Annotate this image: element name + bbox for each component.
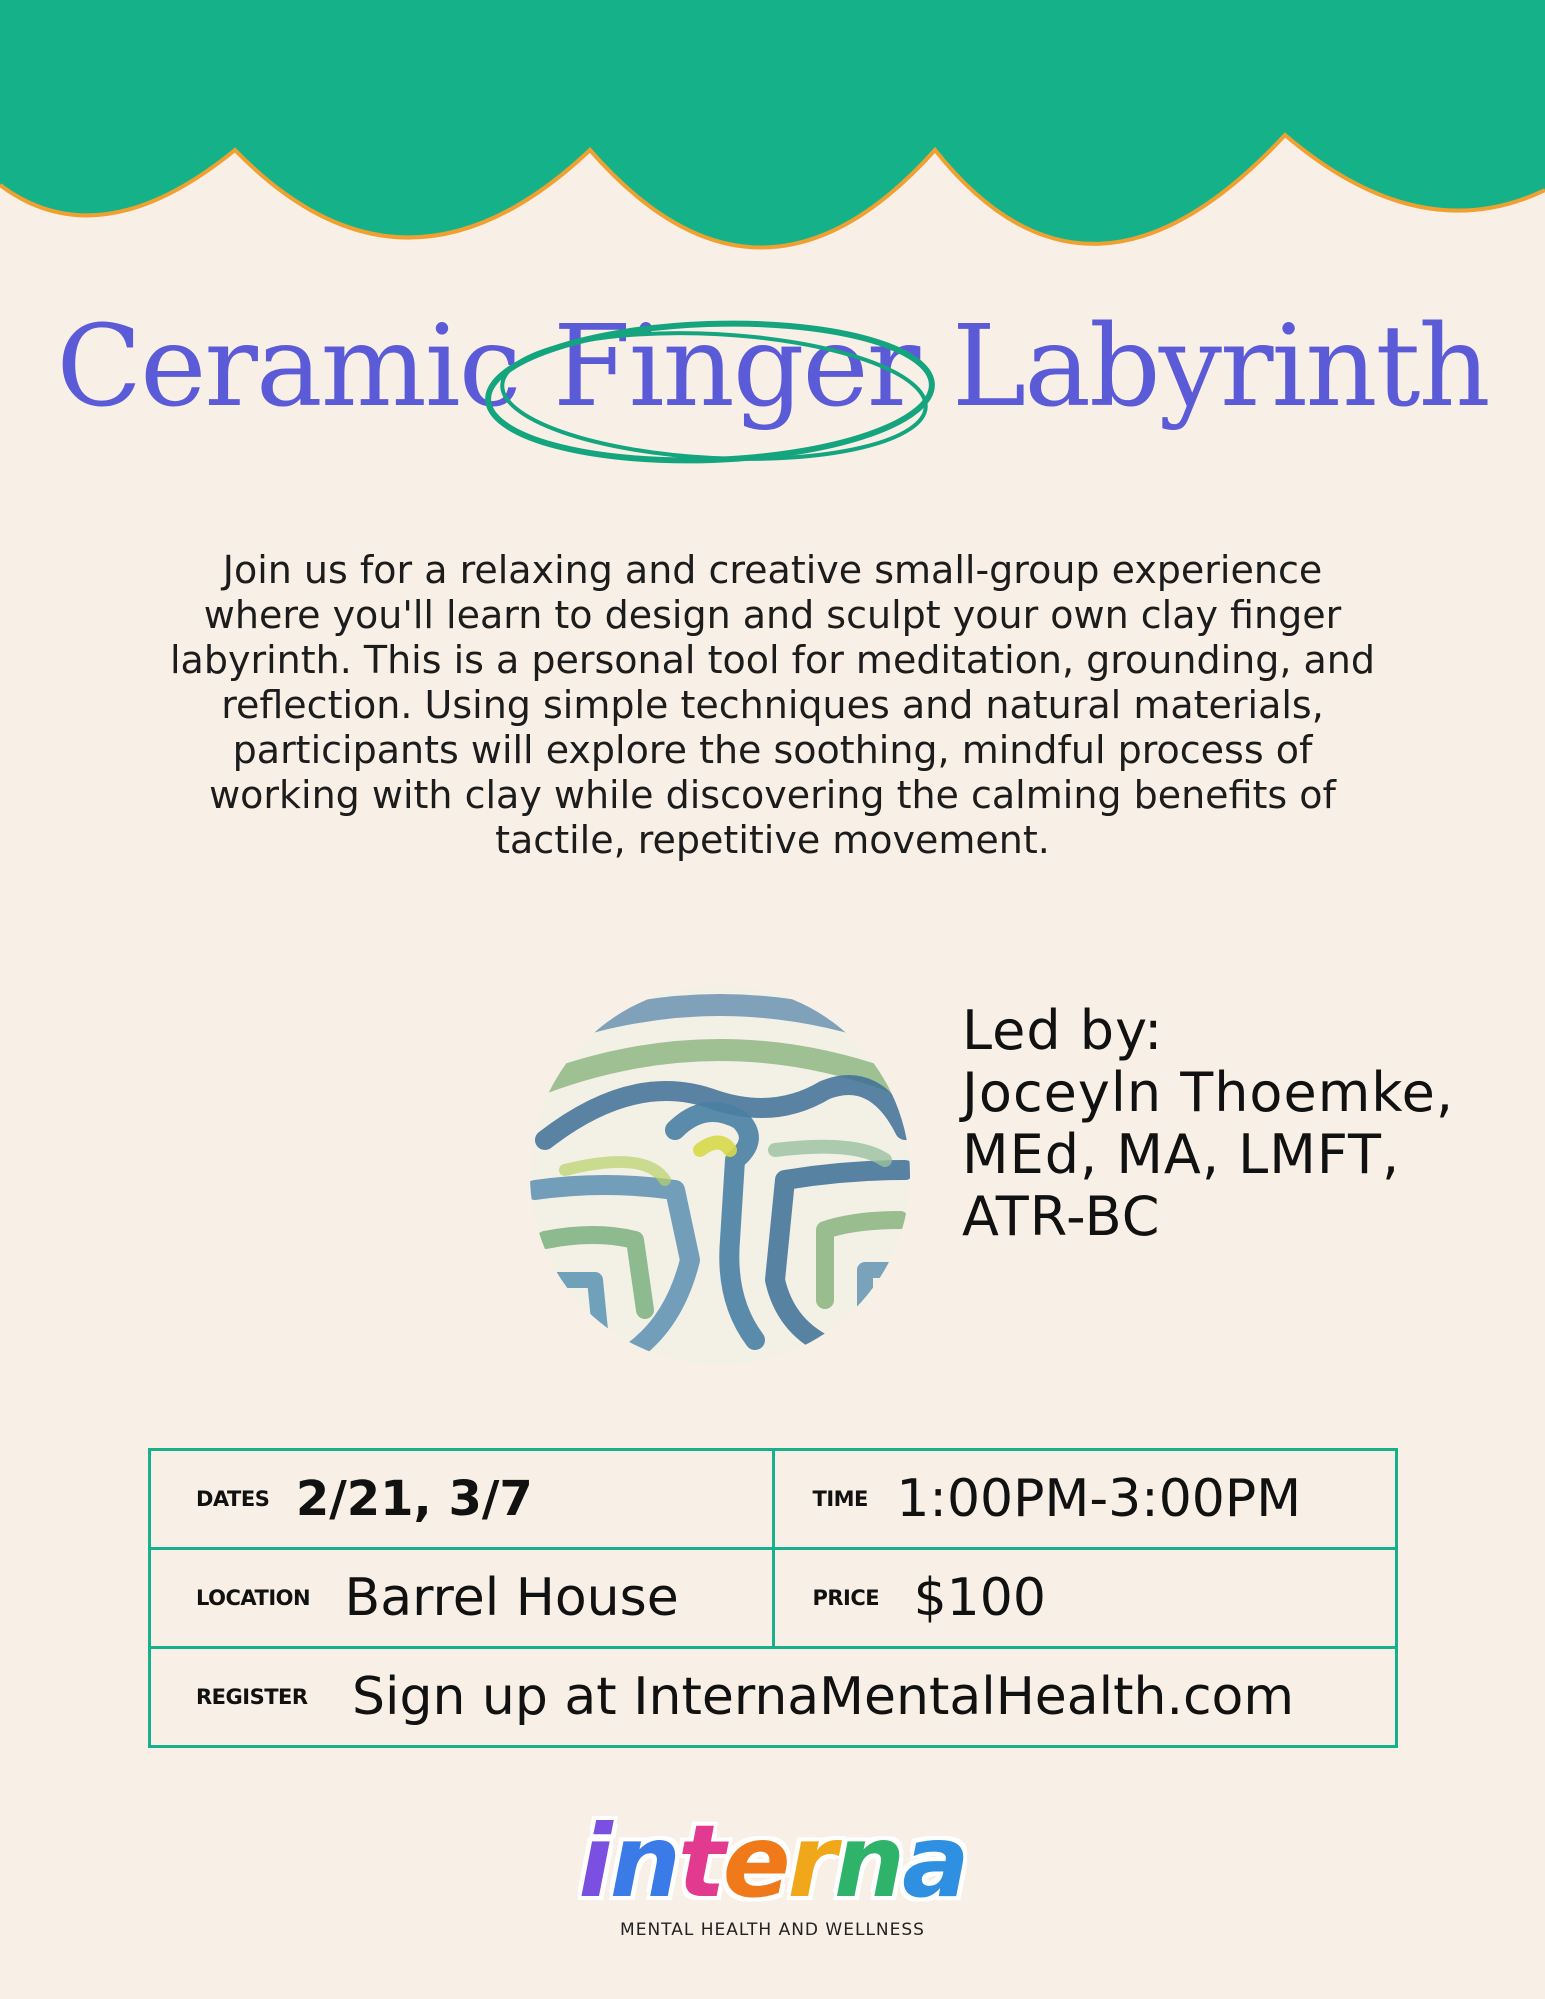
title-word-finger: Finger (553, 302, 919, 432)
dates-value: 2/21, 3/7 (295, 1471, 533, 1527)
details-row-dates-time (150, 1450, 1397, 1549)
logo-letter: n (609, 1803, 678, 1920)
time-value: 1:00PM-3:00PM (896, 1469, 1302, 1529)
location-cell (150, 1549, 774, 1648)
price-value: $100 (913, 1568, 1046, 1628)
price-label: PRICE (812, 1586, 880, 1610)
scallop-border (0, 0, 1545, 310)
title-word-labyrinth: Labyrinth (951, 302, 1489, 432)
leader-heading: Led by: (962, 999, 1164, 1062)
leader-credentials: MEd, MA, LMFT, (962, 1123, 1401, 1186)
event-description: Join us for a relaxing and creative small-group experience where you'll learn to design and sculpt your own clay finger labyrinth. This is a personal tool for meditation, grounding, and reflection. Using simple techniques and natural materials, participants will explore the soothing, mindful process of working with clay while discovering the calming benefits of tactile, repetitive movement. (170, 548, 1375, 862)
hand-drawn-circle-highlight (470, 300, 950, 480)
details-row-location-price (150, 1549, 1397, 1648)
logo-letter: a (902, 1803, 967, 1920)
location-label: LOCATION (196, 1586, 311, 1610)
details-row-register (150, 1648, 1397, 1747)
event-details-table (148, 1448, 1398, 1748)
dates-label: DATES (196, 1487, 270, 1511)
leader-info (962, 999, 1455, 1248)
logo-letter: t (677, 1803, 723, 1920)
time-label: TIME (812, 1487, 868, 1511)
price-cell (773, 1549, 1397, 1648)
register-label: REGISTER (196, 1685, 308, 1709)
logo-subtitle: MENTAL HEALTH AND WELLNESS (620, 1920, 925, 1940)
time-cell (773, 1450, 1397, 1549)
leader-name: Joceyln Thoemke, (962, 1061, 1455, 1124)
logo-letter: i (578, 1803, 610, 1920)
title-word-ceramic: Ceramic (56, 302, 520, 432)
logo-letter: n (833, 1803, 903, 1920)
leader-certification: ATR-BC (962, 1185, 1161, 1248)
logo-letter: e (722, 1803, 788, 1920)
dates-cell (150, 1450, 774, 1549)
logo-wordmark (0, 1803, 1545, 1920)
location-value: Barrel House (344, 1568, 679, 1628)
labyrinth-illustration (525, 980, 915, 1370)
interna-logo (0, 1803, 1545, 1940)
logo-letter: r (787, 1803, 834, 1920)
register-link[interactable]: Sign up at InternaMentalHealth.com (351, 1667, 1295, 1727)
register-cell (150, 1648, 1397, 1747)
